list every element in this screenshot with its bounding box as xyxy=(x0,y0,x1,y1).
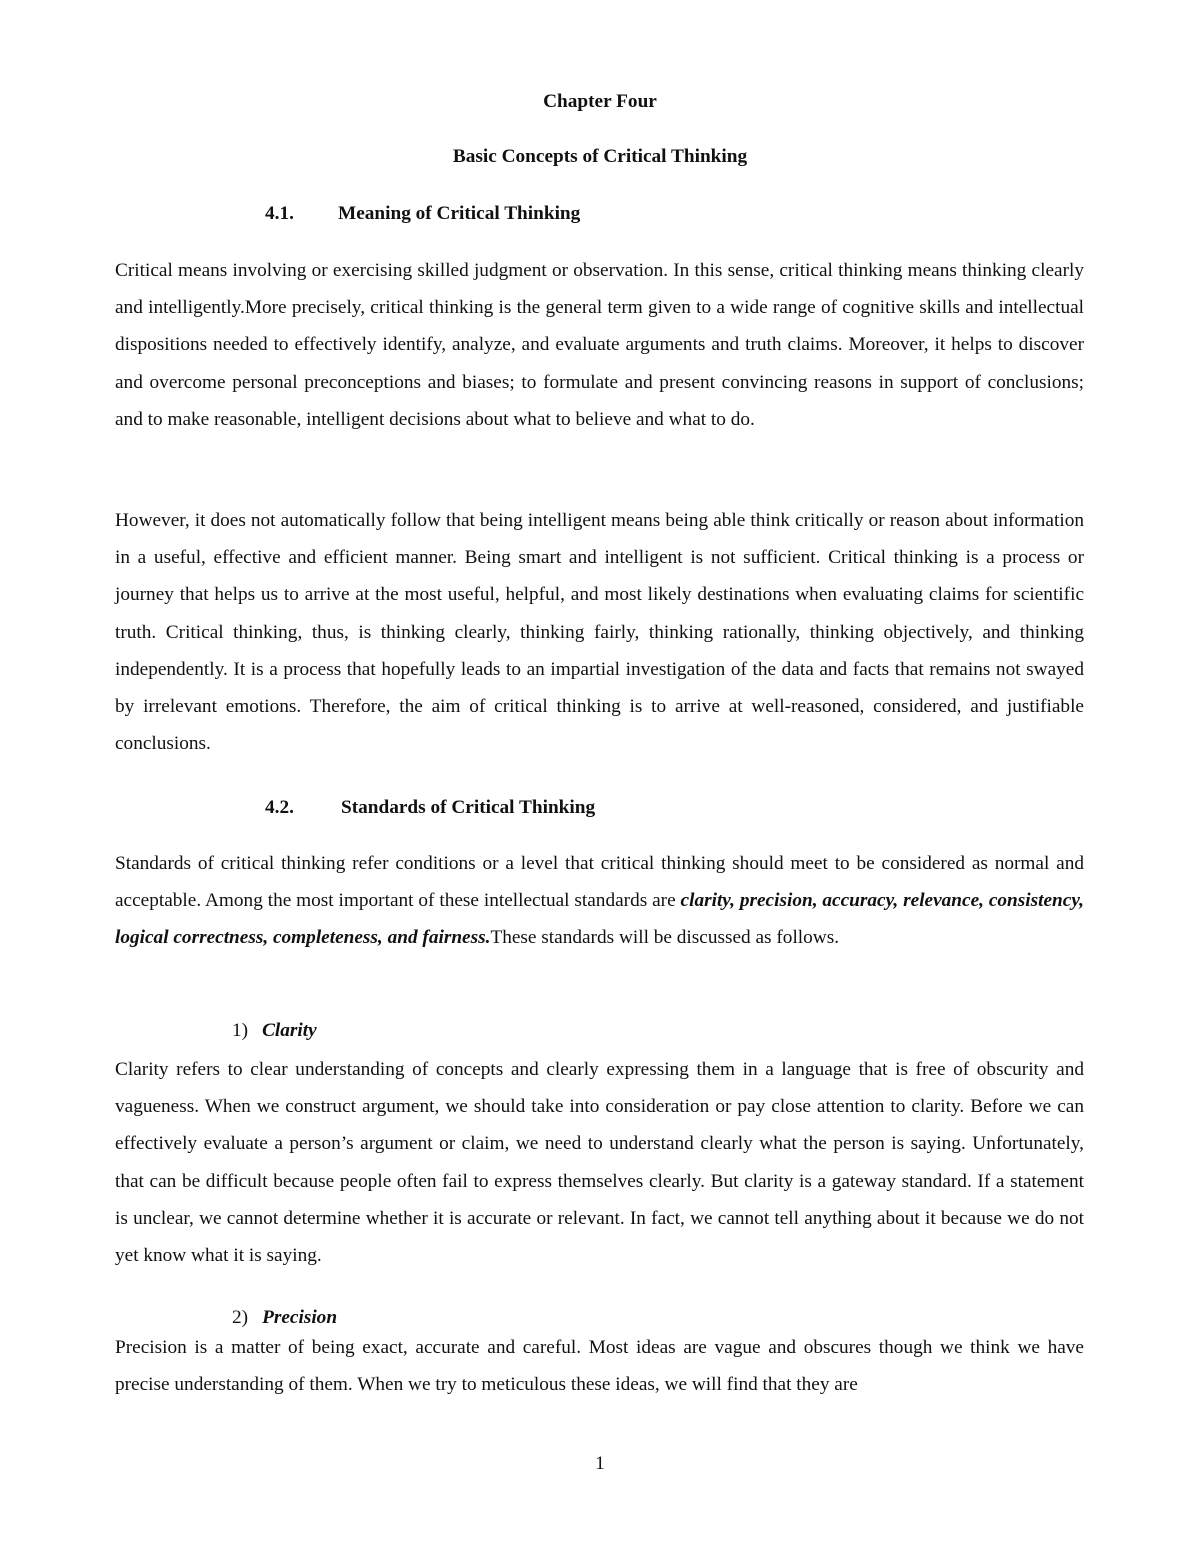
list-heading-clarity xyxy=(232,1019,317,1043)
chapter-subtitle: Basic Concepts of Critical Thinking xyxy=(452,146,748,167)
paragraph-clarity: Clarity refers to clear understanding of concepts and clearly expressing them in a language that is free of obscurity and vagueness. When we construct argument, we should take into consideration or pay close attention to clarity. Before we can effectively evaluate a person’s argument or claim, we need to understand clearly what the person is saying. Unfortunately, that can be difficult because people often fail to express themselves clearly. But clarity is a gateway standard. If a statement is unclear, we cannot determine whether it is accurate or relevant. In fact, we cannot tell anything about it because we do not yet know what it is saying. xyxy=(115,1059,1084,1267)
list-label: Clarity xyxy=(262,1020,317,1041)
intro-text: Standards of critical thinking refer conditions or a level that critical thinking should meet to be considered as normal and acceptable. Among the most important of these intellectual standards are xyxy=(115,853,1084,912)
chapter-title: Chapter Four xyxy=(543,91,657,112)
paragraph-precision: Precision is a matter of being exact, accurate and careful. Most ideas are vague and obscures though we think we have precise understanding of them. When we try to meticulous these ideas, we will find that they are xyxy=(115,1337,1084,1396)
list-heading-precision xyxy=(232,1306,337,1330)
page-number: 1 xyxy=(595,1453,605,1474)
intro-text-end: These standards will be discussed as follows. xyxy=(490,927,840,949)
standards-list-emphasis: clarity, precision, accuracy, relevance, consistency, logical correctness, completeness, and fairness. xyxy=(115,890,1084,949)
paragraph-standards-intro xyxy=(115,845,1084,957)
section-number: 4.2. xyxy=(265,797,294,818)
list-number: 2) xyxy=(232,1307,249,1328)
paragraph-critical-process: However, it does not automatically follow that being intelligent means being able think critically or reason about information in a useful, effective and efficient manner. Being smart and intelligent is not sufficient. Critical thinking is a process or journey that helps us to arrive at the most useful, helpful, and most likely destinations when evaluating claims for scientific truth. Critical thinking, thus, is thinking clearly, thinking fairly, thinking rationally, thinking objectively, and thinking independently. It is a process that hopefully leads to an impartial investigation of the data and facts that remains not swayed by irrelevant emotions. Therefore, the aim of critical thinking is to arrive at well-reasoned, considered, and justifiable conclusions. xyxy=(115,510,1084,755)
section-title: Standards of Critical Thinking xyxy=(341,797,596,818)
section-title: Meaning of Critical Thinking xyxy=(338,203,581,224)
list-number: 1) xyxy=(232,1020,249,1041)
section-number: 4.1. xyxy=(265,203,294,224)
list-label: Precision xyxy=(262,1307,338,1328)
paragraph-critical-meaning: Critical means involving or exercising skilled judgment or observation. In this sense, critical thinking means thinking clearly and intelligently.More precisely, critical thinking is the general term given to a wide range of cognitive skills and intellectual dispositions needed to effectively identify, analyze, and evaluate arguments and truth claims. Moreover, it helps to discover and overcome personal preconceptions and biases; to formulate and present convincing reasons in support of conclusions; and to make reasonable, intelligent decisions about what to believe and what to do. xyxy=(115,260,1084,430)
